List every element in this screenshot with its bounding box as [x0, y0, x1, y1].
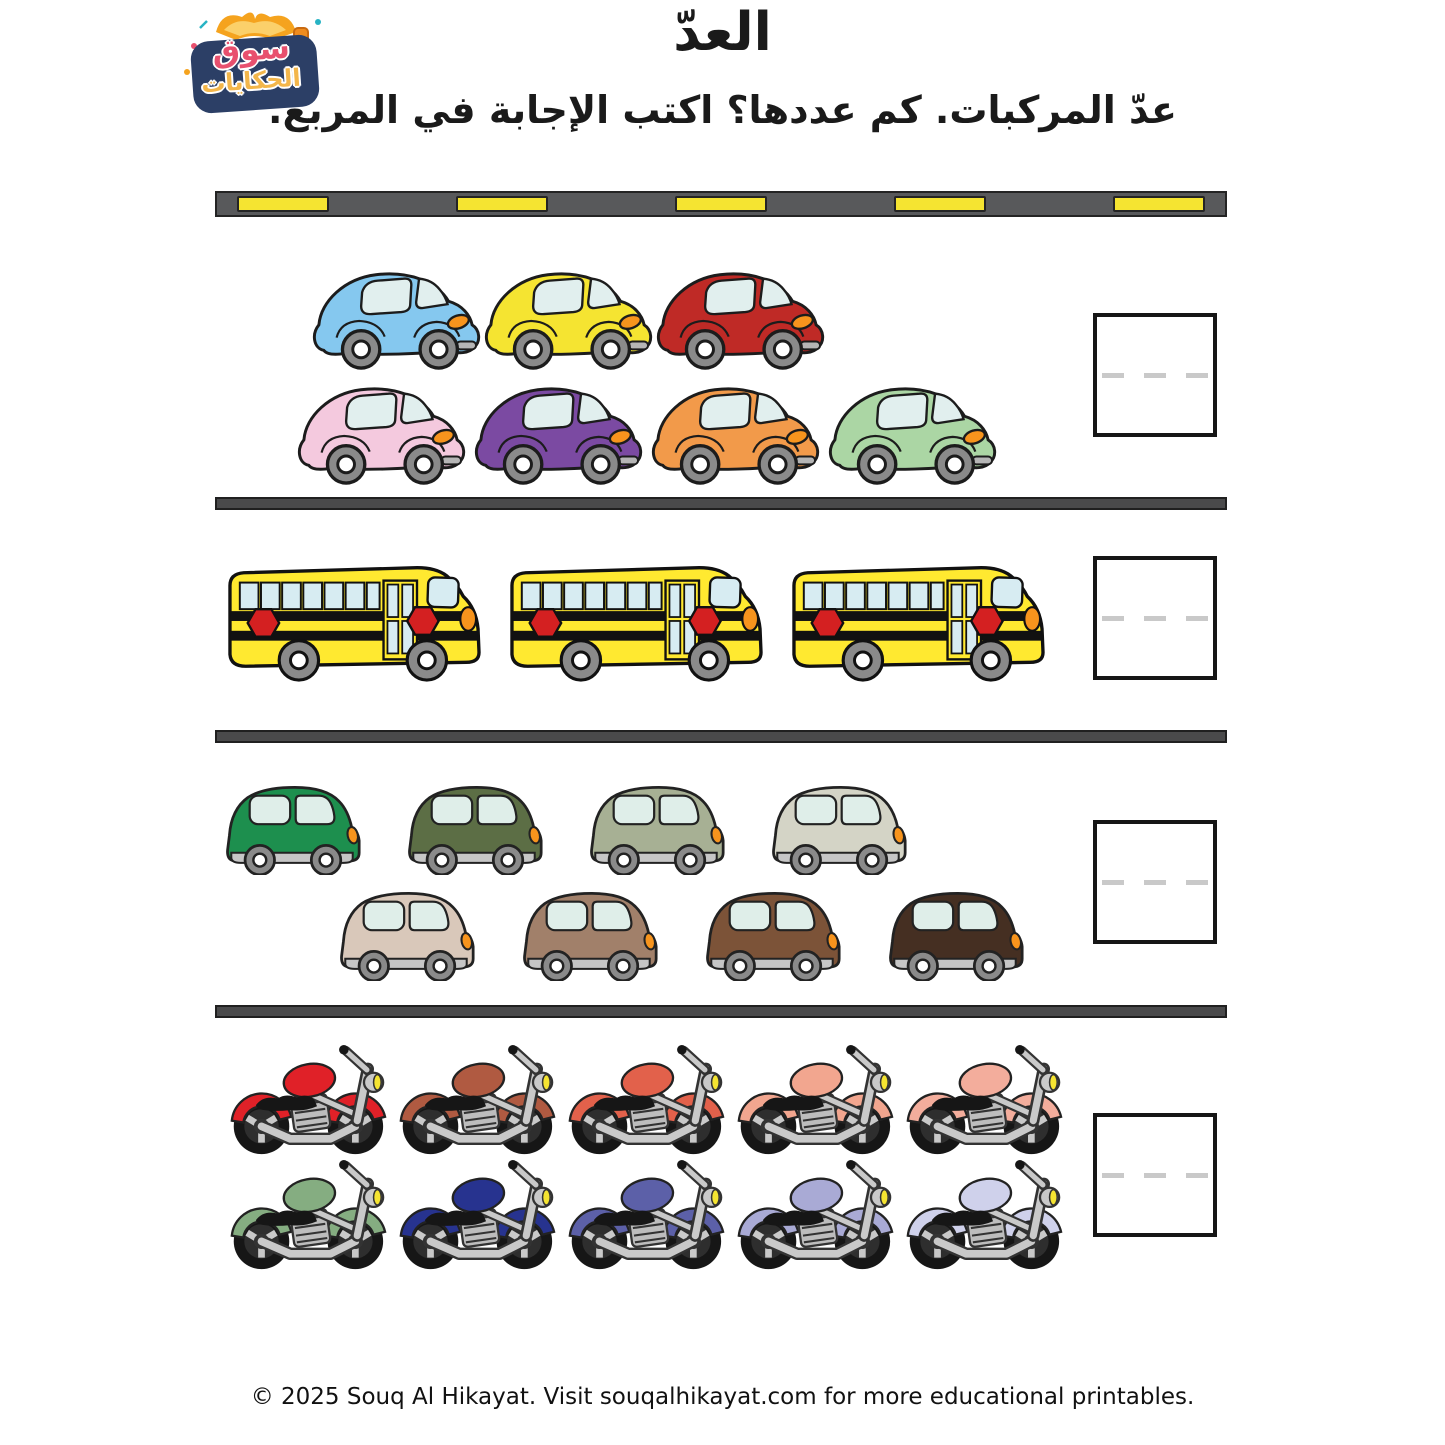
instructions-text: عدّ المركبات. كم عددها؟ اكتب الإجابة في المربع.: [268, 88, 1177, 132]
answer-writing-dash: [1102, 616, 1124, 621]
motorcycle-illustration: [899, 1159, 1067, 1272]
van-illustration: [886, 884, 1024, 981]
answer-writing-dash: [1186, 616, 1208, 621]
road-lane-dash: [1113, 196, 1205, 212]
motorcycle-illustration: [223, 1159, 391, 1272]
motorcycle-illustration: [392, 1159, 560, 1272]
road-lane-dash: [894, 196, 986, 212]
road-lane-dash: [675, 196, 767, 212]
van-illustration: [587, 778, 725, 875]
answer-writing-dash: [1186, 373, 1208, 378]
bus-illustration: [220, 556, 488, 682]
motorcycle-illustration: [899, 1044, 1067, 1157]
van-sub-row: [223, 778, 1230, 875]
car-sub-row: [310, 260, 1230, 370]
motorcycle-illustration: [392, 1044, 560, 1157]
answer-writing-dash: [1144, 1173, 1166, 1178]
answer-box-motorcycles[interactable]: [1093, 1113, 1217, 1237]
motorcycle-sub-row: [223, 1159, 1230, 1272]
car-illustration: [649, 375, 821, 485]
motorcycle-illustration: [223, 1044, 391, 1157]
row-divider: [215, 497, 1227, 510]
row-divider: [215, 1005, 1227, 1018]
answer-writing-dash: [1186, 880, 1208, 885]
answer-writing-dash: [1102, 880, 1124, 885]
answer-writing-dash: [1102, 373, 1124, 378]
road-lane-dash: [456, 196, 548, 212]
car-illustration: [826, 375, 998, 485]
van-group: [215, 778, 1230, 981]
answer-writing-dash: [1144, 880, 1166, 885]
footer-copyright: © 2025 Souq Al Hikayat. Visit souqalhikayat.com for more educational printables.: [250, 1384, 1195, 1410]
van-illustration: [769, 778, 907, 875]
van-illustration: [703, 884, 841, 981]
motorcycle-illustration: [561, 1044, 729, 1157]
bus-sub-row: [220, 556, 1230, 682]
motorcycle-illustration: [730, 1044, 898, 1157]
answer-writing-dash: [1186, 1173, 1208, 1178]
van-illustration: [337, 884, 475, 981]
logo-text-line1: سوق: [211, 29, 291, 71]
bus-group: [215, 556, 1230, 682]
bus-illustration: [502, 556, 770, 682]
car-illustration: [482, 260, 654, 370]
car-illustration: [654, 260, 826, 370]
car-group: [215, 260, 1230, 485]
car-illustration: [310, 260, 482, 370]
answer-writing-dash: [1102, 1173, 1124, 1178]
car-sub-row: [295, 375, 1230, 485]
car-illustration: [295, 375, 467, 485]
answer-box-vans[interactable]: [1093, 820, 1217, 944]
row-divider: [215, 730, 1227, 743]
page-title: العدّ: [673, 2, 772, 63]
motorcycle-illustration: [730, 1159, 898, 1272]
answer-writing-dash: [1144, 373, 1166, 378]
van-illustration: [405, 778, 543, 875]
motorcycle-illustration: [561, 1159, 729, 1272]
answer-box-buses[interactable]: [1093, 556, 1217, 680]
van-illustration: [520, 884, 658, 981]
motorcycle-sub-row: [223, 1044, 1230, 1157]
bus-illustration: [784, 556, 1052, 682]
answer-box-cars[interactable]: [1093, 313, 1217, 437]
road-strip: [215, 191, 1227, 217]
motorcycle-group: [215, 1044, 1230, 1272]
answer-writing-dash: [1144, 616, 1166, 621]
road-lane-dash: [237, 196, 329, 212]
logo-text-line2: الحكايات: [200, 63, 302, 99]
car-illustration: [472, 375, 644, 485]
van-illustration: [223, 778, 361, 875]
